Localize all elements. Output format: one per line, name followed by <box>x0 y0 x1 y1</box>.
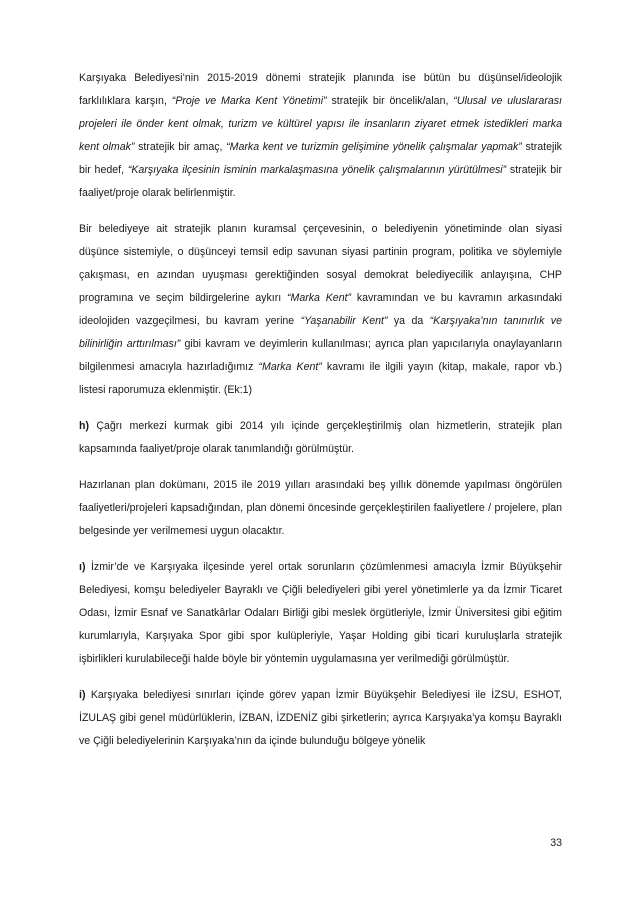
document-body <box>79 67 562 766</box>
text-run: ya da <box>387 315 430 327</box>
italic-quote: “Karşıyaka ilçesinin isminin markalaşmasına yönelik çalışmalarının yürütülmesi” <box>127 164 507 176</box>
italic-quote: “Ulusal ve uluslararası projeleri ile önder kent olmak, turizm ve kültürel yapısı ile insanların ziyaret etmek istedikleri marka kent olmak” <box>79 95 562 153</box>
item-marker: h) <box>79 420 89 432</box>
text-run: kavramı ile ilgili yayın (kitap, makale, rapor vb.) listesi raporumuza eklenmiştir. (Ek:1) <box>79 361 562 396</box>
text-run: kavramından ve bu kavramın arkasındaki ideolojiden vazgeçilmesi, bu kavram yerine <box>79 292 562 327</box>
text-run: gibi kavram ve deyimlerin kullanılması; ayrıca plan yapıcılarıyla onaylayanların bilgilenmesi amacıyla hazırladığımız <box>79 338 562 373</box>
item-marker: i) <box>79 689 86 701</box>
text-run: stratejik bir öncelik/alan, <box>326 95 454 107</box>
text-run: Bir belediyeye ait stratejik planın kuramsal çerçevesinin, o belediyenin yönetiminde olan siyasi düşünce sistemiyle, o düşünceyi temsil edip savunan siyasi partinin program, politika ve söylemiyle çakışması, en azından uyuşması gerektiğinden sosyal demokrat belediyecilik anlayışına, CHP programına ve seçim bildirgelerine aykırı <box>79 223 562 304</box>
paragraph-item-i <box>79 684 562 753</box>
italic-quote: “Karşıyaka’nın tanınırlık ve bilinirliğin arttırılması” <box>79 315 562 350</box>
italic-quote: “Marka Kent” <box>258 361 322 373</box>
text-run: stratejik bir faaliyet/proje olarak belirlenmiştir. <box>79 164 562 199</box>
italic-quote: “Marka Kent” <box>286 292 352 304</box>
text-run: Hazırlanan plan dokümanı, 2015 ile 2019 yılları arasındaki beş yıllık dönemde yapılması öngörülen faaliyetleri/projeleri kapsadığından, plan dönemi öncesinde gerçekleştirilen faaliyetlere / projelere, plan belgesinde yer verilmemesi uygun olacaktır. <box>79 479 562 537</box>
text-run: Karşıyaka Belediyesi’nin 2015-2019 dönemi stratejik planında ise bütün bu düşünsel/ideolojik farklılıklara karşın, <box>79 72 562 107</box>
paragraph-item-dotless-i <box>79 556 562 671</box>
italic-quote: “Proje ve Marka Kent Yönetimi” <box>171 95 327 107</box>
text-run: stratejik bir amaç, <box>134 141 227 153</box>
page-number: 33 <box>550 837 562 849</box>
item-marker: ı) <box>79 561 86 573</box>
paragraph-item-h <box>79 415 562 461</box>
paragraph-marka-kent-critique <box>79 218 562 402</box>
paragraph-marka-kent-strategy <box>79 67 562 205</box>
italic-quote: “Marka kent ve turizmin gelişimine yönelik çalışmalar yapmak” <box>226 141 522 153</box>
text-run: Karşıyaka belediyesi sınırları içinde görev yapan İzmir Büyükşehir Belediyesi ile İZSU, ESHOT, İZULAŞ gibi genel müdürlüklerin, İZBAN, İZDENİZ gibi şirketlerin; ayrıca Karşıyaka’ya komşu Bayraklı ve Çiğli belediyelerinin Karşıyaka’nın da içinde bulunduğu bölgeye yönelik <box>79 689 562 747</box>
italic-quote: “Yaşanabilir Kent” <box>300 315 388 327</box>
text-run: İzmir’de ve Karşıyaka ilçesinde yerel ortak sorunların çözümlenmesi amacıyla İzmir Büyükşehir Belediyesi, komşu belediyeler Bayraklı ve Çiğli belediyeleri gibi yerel yönetimlerle ya da İzmir Ticaret Odası, İzmir Esnaf ve Sanatkârlar Odaları Birliği gibi meslek örgütleriyle, İzmir Üniversitesi gibi eğitim kurumlarıyla, Karşıyaka Spor gibi spor kulüpleriyle, Yaşar Holding gibi ticari kuruluşlarla stratejik işbirlikleri kurulabileceği halde böyle bir yöntemin uygulamasına yer verilmediği görülmüştür. <box>79 561 562 665</box>
text-run: Çağrı merkezi kurmak gibi 2014 yılı içinde gerçekleştirilmiş olan hizmetlerin, stratejik plan kapsamında faaliyet/proje olarak tanımlandığı görülmüştür. <box>79 420 562 455</box>
paragraph-plan-period <box>79 474 562 543</box>
text-run: stratejik bir hedef, <box>79 141 562 176</box>
